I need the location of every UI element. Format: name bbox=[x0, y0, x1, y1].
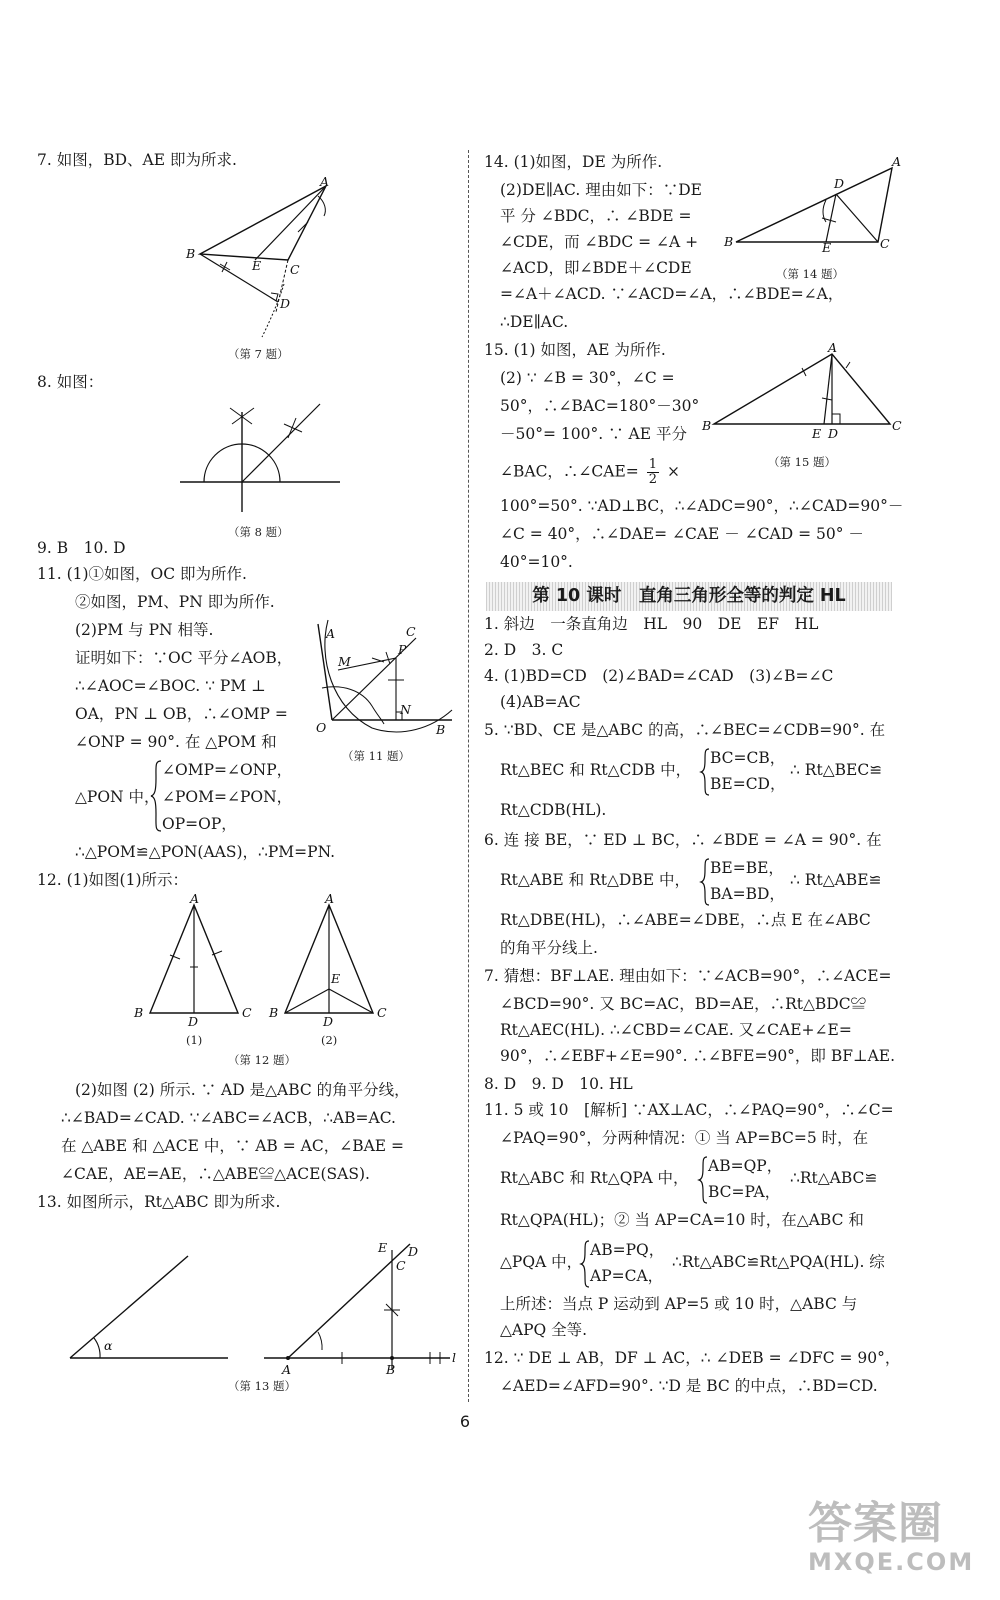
s10-q5-sys-a: BC=CB， bbox=[710, 749, 786, 767]
q14-caption: （第 14 题） bbox=[776, 267, 844, 281]
q14-text-2: (2)DE∥AC. 理由如下：∵DE bbox=[500, 181, 702, 199]
q12-text-4: 在 △ABE 和 △ACE 中，∵ AB = AC，∠BAE = bbox=[61, 1137, 405, 1155]
q7-label-a: A bbox=[320, 174, 330, 189]
fraction-numerator: 1 bbox=[648, 457, 657, 472]
q15-label-e: E bbox=[812, 426, 822, 441]
brace-icon bbox=[150, 760, 162, 832]
q15-label-c: C bbox=[892, 418, 902, 433]
q12-text-5: ∠CAE，AE=AE，∴△ABE≌△ACE(SAS). bbox=[61, 1165, 370, 1183]
q12a-label-a: A bbox=[190, 891, 200, 906]
q7-label-e: E bbox=[252, 258, 262, 273]
s10-q7-4: 90°，∴∠EBF+∠E=90°. ∴∠BFE=90°，即 BF⊥AE. bbox=[500, 1047, 896, 1065]
s10-q6-sys-a: BE=BE， bbox=[710, 859, 784, 877]
s10-q8-10: 8. D 9. D 10. HL bbox=[484, 1075, 633, 1093]
s10-q7-2: ∠BCD=90°. 又 BC=AC，BD=AE，∴Rt△BDC≌ bbox=[500, 995, 867, 1013]
q12-sub-caption-1: (1) bbox=[186, 1033, 203, 1047]
s10-q11-4: Rt△QPA(HL)；② 当 AP=CA=10 时，在△ABC 和 bbox=[500, 1211, 864, 1229]
s10-q5-2b: ∴ Rt△BEC≌ bbox=[790, 761, 883, 779]
q12a-label-c: C bbox=[242, 1005, 252, 1020]
q15-text-3: 50°，∴∠BAC=180°－30° bbox=[500, 397, 700, 415]
watermark bbox=[808, 1500, 974, 1576]
q12a-label-b: B bbox=[134, 1005, 144, 1020]
s10-q11-sys-b: BC=PA， bbox=[708, 1183, 781, 1201]
s10-q11-1: 11. 5 或 10 [解析] ∵AX⊥AC，∴∠PAQ=90°，∴∠C= bbox=[484, 1101, 894, 1119]
q11-system-row-3: OP=OP， bbox=[162, 815, 237, 833]
s10-q2-3: 2. D 3. C bbox=[484, 641, 564, 659]
q12b-label-d: D bbox=[323, 1014, 334, 1029]
fraction bbox=[647, 458, 659, 487]
q11-system-row-1: ∠OMP=∠ONP， bbox=[162, 761, 293, 779]
q11-text-7: ∠ONP = 90°. 在 △POM 和 bbox=[75, 733, 277, 751]
s10-q11-6: 上所述：当点 P 运动到 AP=5 或 10 时，△ABC 与 bbox=[500, 1295, 858, 1313]
q12-sub-caption-2: (2) bbox=[321, 1033, 338, 1047]
q12b-label-e: E bbox=[331, 971, 341, 986]
figure-q15 bbox=[700, 342, 910, 442]
s10-q6-1: 6. 连 接 BE，∵ ED ⊥ BC，∴ ∠BDE = ∠A = 90°. 在 bbox=[484, 831, 882, 849]
s10-q11-2: ∠PAQ=90°，分两种情况：① 当 AP=BC=5 时，在 bbox=[500, 1129, 869, 1147]
q11-text-6: OA，PN ⊥ OB，∴∠OMP = bbox=[75, 705, 288, 723]
q12-text-3: ∴∠BAD=∠CAD. ∵∠ABC=∠ACB，∴AB=AC. bbox=[61, 1109, 396, 1127]
q11-label-o: O bbox=[316, 720, 327, 735]
q11-text-3: (2)PM 与 PN 相等. bbox=[75, 621, 214, 639]
s10-q12-2: ∠AED=∠AFD=90°. ∵D 是 BC 的中点，∴BD=CD. bbox=[500, 1377, 878, 1395]
q7-label-c: C bbox=[290, 262, 300, 277]
s10-q11-7: △APQ 全等. bbox=[500, 1321, 588, 1339]
q11-label-a: A bbox=[326, 626, 336, 641]
q12-caption: （第 12 题） bbox=[228, 1053, 296, 1067]
q12b-label-c: C bbox=[377, 1005, 387, 1020]
figure-q13-construction bbox=[260, 1240, 460, 1375]
s10-q11-3b: ∴Rt△ABC≌ bbox=[790, 1169, 878, 1187]
s10-q11-5b: ∴Rt△ABC≌Rt△PQA(HL). 综 bbox=[672, 1253, 885, 1271]
q15-label-a: A bbox=[828, 340, 838, 355]
s10-q7-1: 7. 猜想：BF⊥AE. 理由如下：∵∠ACB=90°，∴∠ACE= bbox=[484, 967, 892, 985]
s10-q12-1: 12. ∵ DE ⊥ AB，DF ⊥ AC，∴ ∠DEB = ∠DFC = 90°， bbox=[484, 1349, 901, 1367]
brace-icon bbox=[700, 748, 710, 796]
q12b-label-a: A bbox=[325, 891, 335, 906]
s10-q5-1: 5. ∵BD、CE 是△ABC 的高，∴∠BEC=∠CDB=90°. 在 bbox=[484, 721, 886, 739]
q15-text-1: 15. (1) 如图，AE 为所作. bbox=[484, 341, 666, 359]
q8-text: 8. 如图： bbox=[37, 373, 104, 391]
brace-icon bbox=[580, 1240, 590, 1288]
q14-text-5: ∠ACD，即∠BDE＋∠CDE bbox=[500, 259, 692, 277]
q7-caption: （第 7 题） bbox=[228, 347, 289, 361]
figure-q12-2 bbox=[263, 893, 403, 1028]
q13-text: 13. 如图所示，Rt△ABC 即为所求. bbox=[37, 1193, 281, 1211]
fraction-denominator: 2 bbox=[648, 472, 657, 487]
q14-label-e: E bbox=[822, 240, 832, 255]
q11-text-4: 证明如下：∵OC 平分∠AOB， bbox=[75, 649, 293, 667]
watermark-line-2: MXQE.COM bbox=[808, 1548, 975, 1576]
q11-label-n: N bbox=[400, 702, 411, 717]
q9-10-answers: 9. B 10. D bbox=[37, 539, 126, 557]
q13-caption: （第 13 题） bbox=[228, 1379, 296, 1393]
q14-label-b: B bbox=[724, 234, 734, 249]
q11-conclusion: ∴△POM≌△PON(AAS)，∴PM=PN. bbox=[75, 843, 336, 861]
q11-text-5: ∴∠AOC=∠BOC. ∵ PM ⊥ bbox=[75, 677, 266, 695]
q14-label-a: A bbox=[892, 154, 902, 169]
s10-q11-sys-a: AB=QP， bbox=[708, 1157, 783, 1175]
q15-text-5b: × bbox=[666, 462, 680, 481]
page-number: 6 bbox=[459, 1412, 471, 1431]
q11-label-m: M bbox=[338, 654, 351, 669]
s10-q4-b: (4)AB=AC bbox=[500, 693, 581, 711]
alpha-label: α bbox=[104, 1338, 113, 1353]
s10-q6-2a: Rt△ABE 和 Rt△DBE 中， bbox=[500, 871, 690, 889]
q11-label-c: C bbox=[406, 624, 416, 639]
q13-label-d: D bbox=[408, 1244, 419, 1259]
figure-q14 bbox=[722, 156, 912, 258]
q15-label-d: D bbox=[828, 426, 839, 441]
s10-q11-sys2-a: AB=PQ， bbox=[590, 1241, 665, 1259]
q11-label-p: P bbox=[398, 642, 407, 657]
q7-text: 7. 如图，BD、AE 即为所求. bbox=[37, 151, 237, 169]
s10-q1: 1. 斜边 一条直角边 HL 90 DE EF HL bbox=[484, 615, 819, 633]
q13-label-e: E bbox=[378, 1240, 388, 1255]
section-banner: 第 10 课时 直角三角形全等的判定 HL bbox=[486, 582, 892, 611]
q15-caption: （第 15 题） bbox=[768, 455, 836, 469]
brace-icon bbox=[698, 1156, 708, 1204]
figure-q11 bbox=[312, 618, 462, 748]
q14-text-7: ∴DE∥AC. bbox=[500, 313, 569, 331]
s10-q5-2a: Rt△BEC 和 Rt△CDB 中， bbox=[500, 761, 692, 779]
q12b-label-b: B bbox=[269, 1005, 279, 1020]
q15-text-8: 40°=10°. bbox=[500, 553, 573, 571]
q13-label-l: l bbox=[452, 1350, 456, 1365]
q15-text-5a: ∠BAC，∴∠CAE= bbox=[500, 462, 639, 481]
q13-label-c: C bbox=[396, 1258, 406, 1273]
q15-label-b: B bbox=[702, 418, 712, 433]
s10-q5-sys-b: BE=CD， bbox=[710, 775, 786, 793]
q14-label-c: C bbox=[880, 236, 890, 251]
brace-icon bbox=[700, 858, 710, 906]
figure-q7 bbox=[180, 172, 340, 332]
q11-label-b: B bbox=[436, 722, 446, 737]
s10-q6-2b: ∴ Rt△ABE≌ bbox=[790, 871, 882, 889]
q11-text-1: 11. (1)①如图，OC 即为所作. bbox=[37, 565, 247, 583]
q15-text-2: (2) ∵ ∠B = 30°，∠C = bbox=[500, 369, 675, 387]
q12-text-2: (2)如图 (2) 所示. ∵ AD 是△ABC 的角平分线， bbox=[75, 1081, 410, 1099]
q12a-label-d: D bbox=[188, 1014, 199, 1029]
s10-q7-3: Rt△AEC(HL). ∴∠CBD=∠CAE. 又∠CAE+∠E= bbox=[500, 1021, 852, 1039]
q14-text-6: =∠A＋∠ACD. ∵∠ACD=∠A，∴∠BDE=∠A， bbox=[500, 285, 844, 303]
q8-caption: （第 8 题） bbox=[228, 525, 289, 539]
s10-q4-a: 4. (1)BD=CD (2)∠BAD=∠CAD (3)∠B=∠C bbox=[484, 667, 834, 685]
s10-q5-3: Rt△CDB(HL). bbox=[500, 801, 607, 819]
q13-label-a: A bbox=[282, 1362, 292, 1377]
q15-text-6: 100°=50°. ∵AD⊥BC，∴∠ADC=90°，∴∠CAD=90°－ bbox=[500, 497, 904, 515]
s10-q6-sys-b: BA=BD， bbox=[710, 885, 785, 903]
q15-text-7: ∠C = 40°，∴∠DAE= ∠CAE － ∠CAD = 50° － bbox=[500, 525, 864, 543]
q7-label-b: B bbox=[186, 246, 196, 261]
q11-caption: （第 11 题） bbox=[342, 749, 410, 763]
q12-text-1: 12. (1)如图(1)所示： bbox=[37, 871, 188, 889]
q14-text-4: ∠CDE，而 ∠BDC = ∠A + bbox=[500, 233, 699, 251]
figure-q8 bbox=[180, 400, 340, 515]
s10-q11-3a: Rt△ABC 和 Rt△QPA 中， bbox=[500, 1169, 689, 1187]
s10-q6-3: Rt△DBE(HL)，∴∠ABE=∠DBE，∴点 E 在∠ABC bbox=[500, 911, 871, 929]
q11-text-8: △PON 中， bbox=[75, 788, 160, 806]
q15-text-4: －50°= 100°. ∵ AE 平分 bbox=[500, 425, 687, 443]
q14-text-1: 14. (1)如图，DE 为所作. bbox=[484, 153, 663, 171]
q14-text-3: 平 分 ∠BDC，∴ ∠BDE = bbox=[500, 207, 692, 225]
s10-q11-5a: △PQA 中， bbox=[500, 1253, 583, 1271]
s10-q11-sys2-b: AP=CA， bbox=[590, 1267, 664, 1285]
q11-system-row-2: ∠POM=∠PON， bbox=[162, 788, 293, 806]
watermark-line-1: 答案圈 bbox=[808, 1498, 943, 1549]
q7-label-d: D bbox=[280, 296, 291, 311]
q13-label-b: B bbox=[386, 1362, 396, 1377]
q11-text-2: ②如图，PM、PN 即为所作. bbox=[75, 593, 275, 611]
column-divider bbox=[468, 150, 469, 1402]
figure-q12-1 bbox=[128, 893, 268, 1028]
q15-text-5 bbox=[500, 458, 680, 487]
s10-q6-4: 的角平分线上. bbox=[500, 939, 598, 957]
figure-q13-angle bbox=[70, 1250, 230, 1365]
q14-label-d: D bbox=[834, 176, 845, 191]
